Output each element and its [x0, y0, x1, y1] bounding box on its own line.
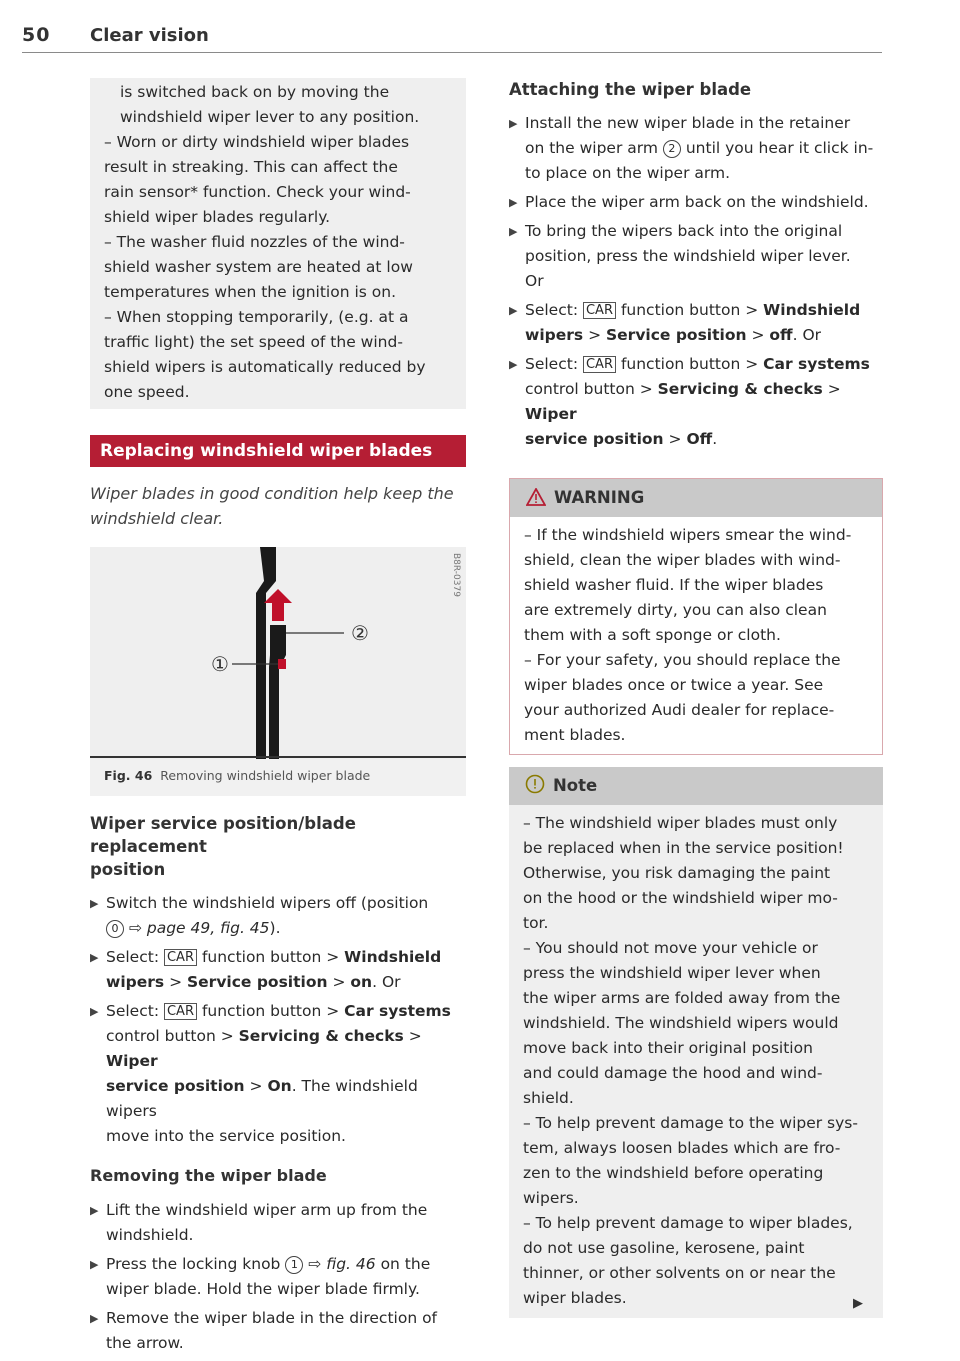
- note-item: – The windshield wiper blades must only be replaced when in the service position! Otherwise, you risk damaging the paint on the hood or the windshield wiper mo- tor.: [523, 814, 844, 932]
- right-column: [509, 78, 883, 1318]
- triangle-bullet-icon: ▶: [90, 1312, 99, 1325]
- triangle-bullet-icon: ▶: [509, 225, 518, 238]
- note-continuation: is switched back on by moving the windshield wiper lever to any position.: [120, 83, 420, 126]
- step-item: ▶ Select: CAR function button > Car systems control button > Servicing & checks > Wiper service position > On. The windshield wipers move into the service position.: [90, 999, 466, 1149]
- triangle-bullet-icon: ▶: [90, 1258, 99, 1271]
- triangle-bullet-icon: ▶: [509, 117, 518, 130]
- warning-item: – For your safety, you should replace the wiper blades once or twice a year. See your authorized Audi dealer for replace- ment blades.: [524, 651, 841, 744]
- car-key-label: CAR: [164, 949, 197, 966]
- left-column: [90, 78, 466, 1356]
- callout-2: ②: [351, 621, 369, 645]
- figure-46: [90, 547, 466, 796]
- step-item: ▶ Press the locking knob 1 ⇨ fig. 46 on the wiper blade. Hold the wiper blade firmly.: [90, 1252, 466, 1302]
- triangle-bullet-icon: ▶: [90, 1204, 99, 1217]
- warning-body: [510, 517, 882, 754]
- step-item: ▶ Lift the windshield wiper arm up from the windshield.: [90, 1198, 466, 1248]
- figure-caption: Fig. 46 Removing windshield wiper blade: [104, 768, 371, 783]
- car-key-label: CAR: [164, 1003, 197, 1020]
- note-box: [509, 767, 883, 1318]
- step-item: ▶ To bring the wipers back into the original position, press the windshield wiper lever. Or: [509, 219, 883, 294]
- page-header: [22, 24, 882, 53]
- position-0-icon: 0: [106, 920, 124, 938]
- figure-code: B8R-0379: [451, 553, 461, 597]
- note-item: – Worn or dirty windshield wiper blades result in streaking. This can affect the rain sensor* function. Check your wind- shield wiper blades regularly.: [104, 133, 411, 226]
- warning-box: [509, 478, 883, 755]
- continue-arrow-icon: ▶: [853, 1296, 863, 1311]
- section-intro: Wiper blades in good condition help keep the windshield clear.: [90, 484, 454, 528]
- locking-knob: [278, 659, 286, 669]
- page-reference-link[interactable]: page 49, fig. 45: [146, 919, 270, 937]
- triangle-bullet-icon: ▶: [509, 358, 518, 371]
- section-title: Clear vision: [90, 25, 209, 46]
- car-key-label: CAR: [583, 356, 616, 373]
- triangle-bullet-icon: ▶: [509, 304, 518, 317]
- step-item: ▶ Select: CAR function button > Car systems control button > Servicing & checks > Wiper service position > Off.: [509, 352, 883, 452]
- page-number: 50: [22, 24, 51, 46]
- note-item: – You should not move your vehicle or press the windshield wiper lever when the wiper arms are folded away from the windshield. The windshield wipers would move back into their original position and could damage the hood and wind- shield.: [523, 939, 841, 1107]
- triangle-bullet-icon: ▶: [90, 897, 99, 910]
- attach-heading: Attaching the wiper blade: [509, 80, 752, 99]
- note-item: – To help prevent damage to wiper blades, do not use gasoline, kerosene, paint thinner, or other solvents on or near the wiper blades.: [523, 1214, 853, 1307]
- note-body: [509, 805, 883, 1318]
- car-key-label: CAR: [583, 302, 616, 319]
- figure-reference-link[interactable]: fig. 46: [326, 1255, 376, 1273]
- note-item: – To help prevent damage to the wiper sys- tem, always loosen blades which are fro- zen to the windshield before operating wipers.: [523, 1114, 858, 1207]
- step-item: ▶ Select: CAR function button > Windshield wipers > Service position > off. Or: [509, 298, 883, 348]
- triangle-bullet-icon: ▶: [90, 951, 99, 964]
- note-circle-icon: [525, 774, 545, 794]
- callout-1-icon: 1: [285, 1256, 303, 1274]
- continued-note-box: [90, 78, 466, 409]
- service-position-heading: Wiper service position/blade replacement position: [90, 814, 356, 879]
- warning-item: – If the windshield wipers smear the wind- shield, clean the wiper blades with wind- shield washer fluid. If the wiper blades are extremely dirty, you can also clean them with a soft sponge or cloth.: [524, 526, 852, 644]
- step-item: ▶ Install the new wiper blade in the retainer on the wiper arm 2 until you hear it click in- to place on the wiper arm.: [509, 111, 883, 186]
- triangle-bullet-icon: ▶: [509, 196, 518, 209]
- callout-2-icon: 2: [663, 140, 681, 158]
- note-header: Note: [509, 767, 883, 805]
- step-item: ▶ Remove the wiper blade in the direction of the arrow.: [90, 1306, 466, 1356]
- removing-heading: Removing the wiper blade: [90, 1166, 327, 1185]
- step-item: ▶ Place the wiper arm back on the windshield.: [509, 190, 883, 215]
- triangle-bullet-icon: ▶: [90, 1005, 99, 1018]
- note-item: – When stopping temporarily, (e.g. at a traffic light) the set speed of the wind- shield wipers is automatically reduced by one speed.: [104, 308, 426, 401]
- section-heading-bar: Replacing windshield wiper blades: [90, 435, 466, 467]
- wiper-blade-illustration: [90, 547, 466, 759]
- step-item: ▶ Select: CAR function button > Windshield wipers > Service position > on. Or: [90, 945, 466, 995]
- note-item: – The washer fluid nozzles of the wind- shield washer system are heated at low temperatures when the ignition is on.: [104, 233, 413, 301]
- step-item: ▶ Switch the windshield wipers off (position 0 ⇨ page 49, fig. 45).: [90, 891, 466, 941]
- callout-1: ①: [211, 652, 229, 676]
- warning-header: WARNING: [510, 479, 882, 517]
- warning-triangle-icon: [526, 488, 546, 506]
